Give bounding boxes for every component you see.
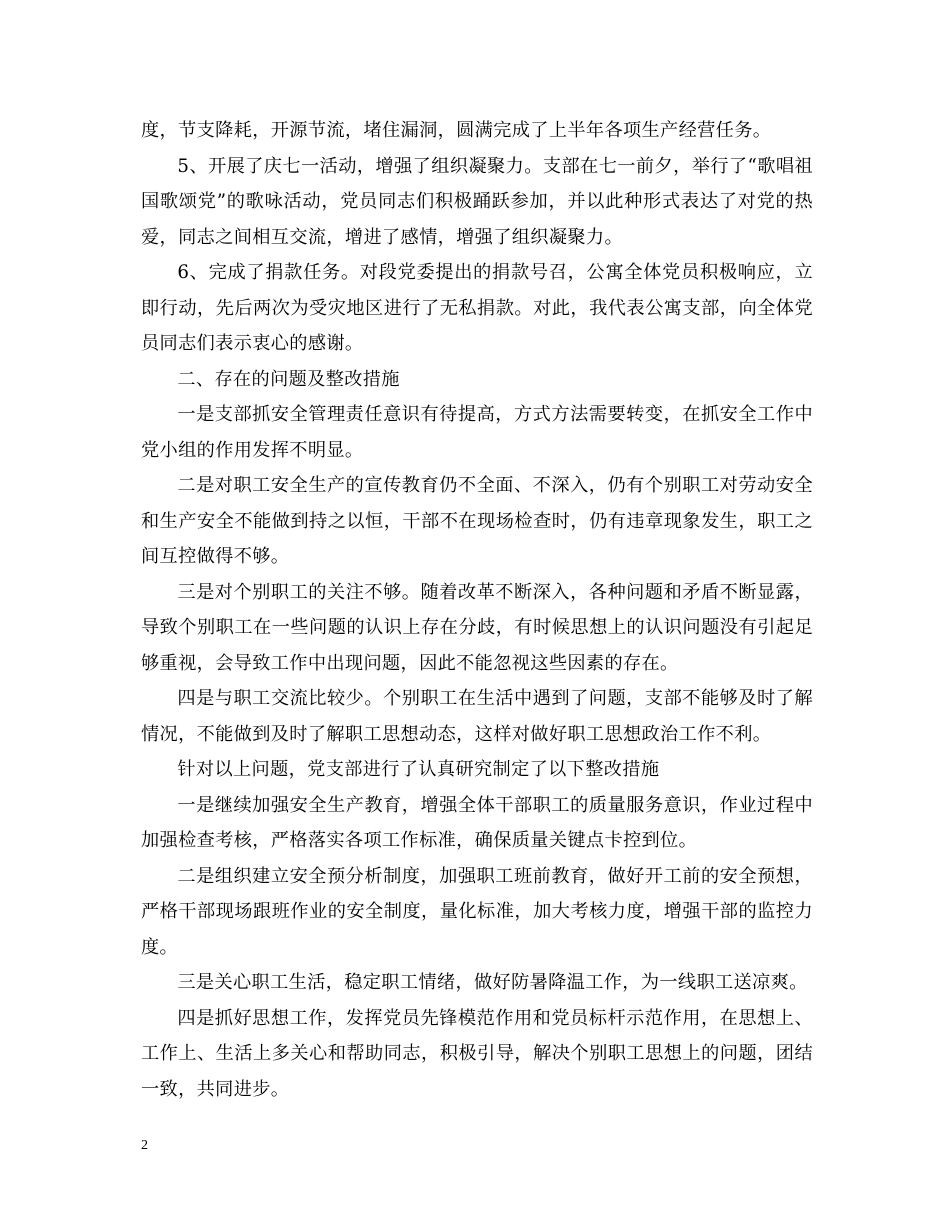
paragraph-measure-1: 一是继续加强安全生产教育，增强全体干部职工的质量服务意识，作业过程中加强检查考核，严格落实各项工作标准，确保质量关键点卡控到位。: [141, 794, 813, 851]
paragraph-measure-2: 二是组织建立安全预分析制度，加强职工班前教育，做好开工前的安全预想，严格干部现场跟班作业的安全制度，量化标准，加大考核力度，增强干部的监控力度。: [141, 865, 813, 958]
paragraph-item-6: 6、完成了捐款任务。对段党委提出的捐款号召，公寓全体党员积极响应，立即行动，先后两次为受灾地区进行了无私捐款。对此，我代表公寓支部，向全体党员同志们表示衷心的感谢。: [141, 262, 813, 354]
document-body: [141, 113, 813, 1107]
paragraph-continuation: 度，节支降耗，开源节流，堵住漏洞，圆满完成了上半年各项生产经营任务。: [141, 120, 772, 141]
paragraph-measure-3: 三是关心职工生活，稳定职工情绪，做好防暑降温工作，为一线职工送凉爽。: [177, 972, 808, 993]
paragraph-item-5: 5、开展了庆七一活动，增强了组织凝聚力。支部在七一前夕，举行了“歌唱祖国歌颂党”的歌咏活动，党员同志们积极踊跃参加，并以此种形式表达了对党的热爱，同志之间相互交流，增进了感情，增强了组织凝聚力。: [141, 155, 813, 248]
paragraph-problem-4: 四是与职工交流比较少。个别职工在生活中遇到了问题，支部不能够及时了解情况，不能做到及时了解职工思想动态，这样对做好职工思想政治工作不利。: [141, 688, 813, 745]
paragraph-problem-3: 三是对个别职工的关注不够。随着改革不断深入，各种问题和矛盾不断显露，导致个别职工在一些问题的认识上存在分歧，有时候思想上的认识问题没有引起足够重视，会导致工作中出现问题，因此不能忽视这些因素的存在。: [141, 581, 813, 674]
paragraph-measure-4: 四是抓好思想工作，发挥党员先锋模范作用和党员标杆示范作用，在思想上、工作上、生活上多关心和帮助同志，积极引导，解决个别职工思想上的问题，团结一致，共同进步。: [141, 1007, 813, 1100]
paragraph-measures-intro: 针对以上问题，党支部进行了认真研究制定了以下整改措施: [177, 759, 660, 780]
paragraph-problem-2: 二是对职工安全生产的宣传教育仍不全面、不深入，仍有个别职工对劳动安全和生产安全不能做到持之以恒，干部不在现场检查时，仍有违章现象发生，职工之间互控做得不够。: [141, 475, 813, 567]
page-number: 2: [141, 1138, 148, 1153]
section-heading-problems: 二、存在的问题及整改措施: [177, 368, 400, 390]
paragraph-problem-1: 一是支部抓安全管理责任意识有待提高，方式方法需要转变，在抓安全工作中党小组的作用发挥不明显。: [141, 404, 813, 461]
